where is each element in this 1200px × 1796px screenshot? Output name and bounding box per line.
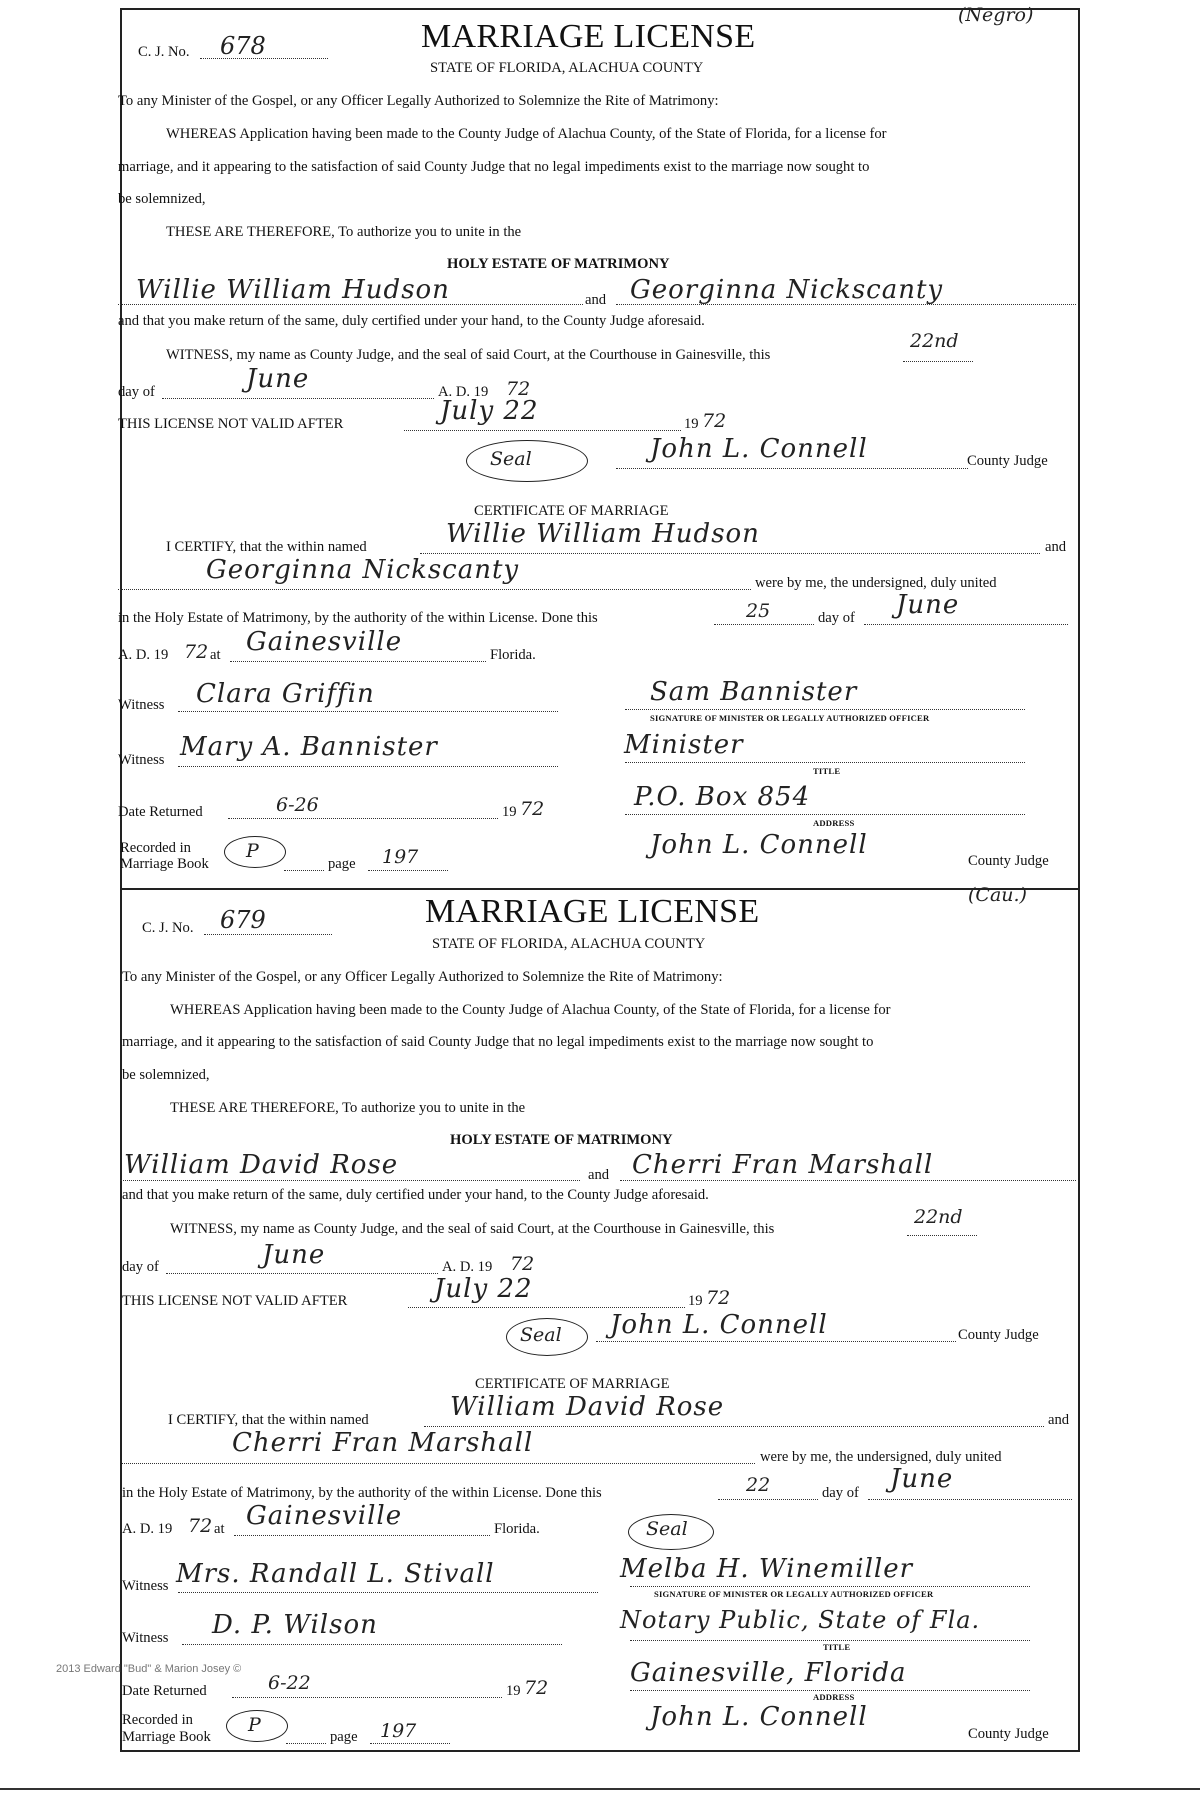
- page-number: 197: [382, 846, 419, 868]
- witness-2: Mary A. Bannister: [180, 732, 438, 762]
- day-of-label: day of: [118, 384, 155, 400]
- whereas-line-1: WHEREAS Application having been made to the County Judge of Alachua County, of the State of Florida, for a license for: [166, 126, 887, 142]
- title-label: TITLE: [823, 1642, 851, 1652]
- done-ad-label: A. D. 19: [122, 1521, 173, 1537]
- not-valid-label: THIS LICENSE NOT VALID AFTER: [122, 1293, 348, 1309]
- whereas-line-3: be solemnized,: [118, 191, 206, 207]
- recorded-in-label: Recorded in: [122, 1712, 193, 1728]
- whereas-line-2: marriage, and it appearing to the satisfaction of said County Judge that no legal impediments exist to the marriage now sought to: [118, 159, 870, 175]
- certify-label: I CERTIFY, that the within named: [166, 539, 367, 555]
- at-label: at: [210, 647, 221, 663]
- expiry-date: July 22: [434, 1274, 533, 1304]
- whereas-line-3: be solemnized,: [122, 1067, 210, 1083]
- holy-estate-line: in the Holy Estate of Matrimony, by the authority of the within License. Done this: [122, 1485, 602, 1501]
- witness-day: 22nd: [910, 330, 959, 352]
- witness-1-label: Witness: [118, 697, 165, 713]
- at-label: at: [214, 1521, 225, 1537]
- address-label: ADDRESS: [813, 1692, 855, 1702]
- whereas-line-1: WHEREAS Application having been made to the County Judge of Alachua County, of the State of Florida, for a license for: [170, 1002, 891, 1018]
- officer-signature: Sam Bannister: [650, 677, 858, 707]
- officer-address: Gainesville, Florida: [630, 1658, 907, 1688]
- florida-label: Florida.: [494, 1521, 540, 1537]
- date-returned: 6-26: [276, 794, 319, 816]
- copyright-stamp: 2013 Edward "Bud" & Marion Josey ©: [56, 1663, 242, 1675]
- groom-name: Willie William Hudson: [136, 275, 450, 305]
- page-number: 197: [380, 1720, 417, 1742]
- witness-1: Clara Griffin: [196, 679, 375, 709]
- done-place: Gainesville: [246, 1501, 403, 1531]
- recorder-signature: John L. Connell: [650, 1702, 868, 1732]
- judge-signature: John L. Connell: [650, 434, 868, 464]
- returned-year-prefix: 19: [506, 1683, 521, 1699]
- recorder-signature: John L. Connell: [650, 830, 868, 860]
- address-label: ADDRESS: [813, 818, 855, 828]
- not-valid-label: THIS LICENSE NOT VALID AFTER: [118, 416, 344, 432]
- license-title: MARRIAGE LICENSE: [425, 893, 760, 930]
- witness-2: D. P. Wilson: [212, 1610, 378, 1640]
- done-day: 25: [746, 600, 771, 622]
- recorder-label: County Judge: [968, 1726, 1049, 1742]
- bride-name: Georginna Nickscanty: [630, 275, 944, 305]
- seal-mark: Seal: [490, 448, 532, 470]
- cert-bride: Georginna Nickscanty: [206, 555, 520, 585]
- day-of-label-2: day of: [818, 610, 855, 626]
- section-divider: [120, 888, 1080, 890]
- date-returned: 6-22: [268, 1672, 311, 1694]
- day-of-label-2: day of: [822, 1485, 859, 1501]
- returned-year-prefix: 19: [502, 804, 517, 820]
- date-returned-label: Date Returned: [118, 804, 203, 820]
- marriage-book-label: Marriage Book: [122, 1729, 211, 1745]
- officer-title: Minister: [624, 730, 744, 760]
- and-word: and: [588, 1167, 610, 1183]
- therefore-line: THESE ARE THEREFORE, To authorize you to unite in the: [170, 1100, 526, 1116]
- bride-name: Cherri Fran Marshall: [632, 1150, 934, 1180]
- ad-label: A. D. 19: [442, 1259, 493, 1275]
- done-year: 72: [184, 641, 209, 663]
- license-subtitle: STATE OF FLORIDA, ALACHUA COUNTY: [432, 936, 706, 952]
- expiry-year-prefix: 19: [684, 416, 699, 432]
- issue-year: 72: [510, 1253, 535, 1275]
- cert-and: and: [1045, 539, 1067, 555]
- officer-address: P.O. Box 854: [634, 782, 811, 812]
- cert-groom: William David Rose: [450, 1392, 725, 1422]
- done-month: June: [890, 1464, 954, 1494]
- return-line: and that you make return of the same, duly certified under your hand, to the County Judge aforesaid.: [118, 313, 705, 329]
- done-place: Gainesville: [246, 627, 403, 657]
- race-annotation: (Negro): [958, 4, 1034, 26]
- officer-signature-label: SIGNATURE OF MINISTER OR LEGALLY AUTHORIZED OFFICER: [650, 713, 930, 723]
- returned-year: 72: [524, 1677, 549, 1699]
- holy-estate-line: in the Holy Estate of Matrimony, by the authority of the within License. Done this: [118, 610, 598, 626]
- expiry-year: 72: [702, 410, 727, 432]
- cert-groom: Willie William Hudson: [446, 519, 760, 549]
- holy-estate-heading: HOLY ESTATE OF MATRIMONY: [450, 1132, 673, 1148]
- witness-day: 22nd: [914, 1206, 963, 1228]
- return-line: and that you make return of the same, duly certified under your hand, to the County Judge aforesaid.: [122, 1187, 709, 1203]
- united-label: were by me, the undersigned, duly united: [755, 575, 997, 591]
- issue-year: 72: [506, 378, 531, 400]
- recorder-label: County Judge: [968, 853, 1049, 869]
- returned-year: 72: [520, 798, 545, 820]
- witness-judge-line: WITNESS, my name as County Judge, and the seal of said Court, at the Courthouse in Gainesville, this: [166, 347, 771, 363]
- holy-estate-heading: HOLY ESTATE OF MATRIMONY: [447, 256, 670, 272]
- day-of-label: day of: [122, 1259, 159, 1275]
- groom-name: William David Rose: [124, 1150, 399, 1180]
- witness-1: Mrs. Randall L. Stivall: [176, 1559, 495, 1589]
- expiry-year-prefix: 19: [688, 1293, 703, 1309]
- united-label: were by me, the undersigned, duly united: [760, 1449, 1002, 1465]
- whereas-line-2: marriage, and it appearing to the satisfaction of said County Judge that no legal impediments exist to the marriage now sought to: [122, 1034, 874, 1050]
- issue-month: June: [262, 1240, 326, 1270]
- done-ad-label: A. D. 19: [118, 647, 169, 663]
- marriage-book-label: Marriage Book: [120, 856, 209, 872]
- officer-signature-label: SIGNATURE OF MINISTER OR LEGALLY AUTHORIZED OFFICER: [654, 1589, 934, 1599]
- officer-seal: Seal: [646, 1518, 688, 1540]
- license-title: MARRIAGE LICENSE: [421, 18, 756, 55]
- and-word: and: [585, 292, 607, 308]
- cj-number: 679: [220, 906, 266, 934]
- cj-label: C. J. No.: [142, 920, 194, 936]
- judge-signature: John L. Connell: [610, 1310, 828, 1340]
- page-label: page: [328, 856, 356, 872]
- page-label: page: [330, 1729, 358, 1745]
- done-day: 22: [746, 1474, 771, 1496]
- officer-title: Notary Public, State of Fla.: [620, 1606, 981, 1634]
- witness-judge-line: WITNESS, my name as County Judge, and the seal of said Court, at the Courthouse in Gainesville, this: [170, 1221, 775, 1237]
- recorded-in-label: Recorded in: [120, 840, 191, 856]
- witness-2-label: Witness: [118, 752, 165, 768]
- page-bottom-rule: [0, 1788, 1200, 1790]
- done-year: 72: [188, 1515, 213, 1537]
- license-subtitle: STATE OF FLORIDA, ALACHUA COUNTY: [430, 60, 704, 76]
- officer-signature: Melba H. Winemiller: [620, 1554, 914, 1584]
- cj-label: C. J. No.: [138, 44, 190, 60]
- cj-number: 678: [220, 32, 266, 60]
- ad-label: A. D. 19: [438, 384, 489, 400]
- address-line: To any Minister of the Gospel, or any Officer Legally Authorized to Solemnize the Rite of Matrimony:: [122, 969, 723, 985]
- seal-mark: Seal: [520, 1324, 562, 1346]
- certify-label: I CERTIFY, that the within named: [168, 1412, 369, 1428]
- cert-and: and: [1048, 1412, 1070, 1428]
- county-judge-label: County Judge: [967, 453, 1048, 469]
- county-judge-label: County Judge: [958, 1327, 1039, 1343]
- issue-month: June: [246, 364, 310, 394]
- book-letter: P: [246, 840, 259, 862]
- cert-bride: Cherri Fran Marshall: [232, 1428, 534, 1458]
- cert-title: CERTIFICATE OF MARRIAGE: [475, 1376, 670, 1392]
- therefore-line: THESE ARE THEREFORE, To authorize you to unite in the: [166, 224, 522, 240]
- witness-2-label: Witness: [122, 1630, 169, 1646]
- date-returned-label: Date Returned: [122, 1683, 207, 1699]
- done-month: June: [896, 590, 960, 620]
- book-letter: P: [248, 1714, 261, 1736]
- expiry-date: July 22: [440, 396, 539, 426]
- witness-1-label: Witness: [122, 1578, 169, 1594]
- race-annotation: (Cau.): [968, 884, 1027, 906]
- title-label: TITLE: [813, 766, 841, 776]
- address-line: To any Minister of the Gospel, or any Officer Legally Authorized to Solemnize the Rite of Matrimony:: [118, 93, 719, 109]
- cert-title: CERTIFICATE OF MARRIAGE: [474, 503, 669, 519]
- florida-label: Florida.: [490, 647, 536, 663]
- expiry-year: 72: [706, 1287, 731, 1309]
